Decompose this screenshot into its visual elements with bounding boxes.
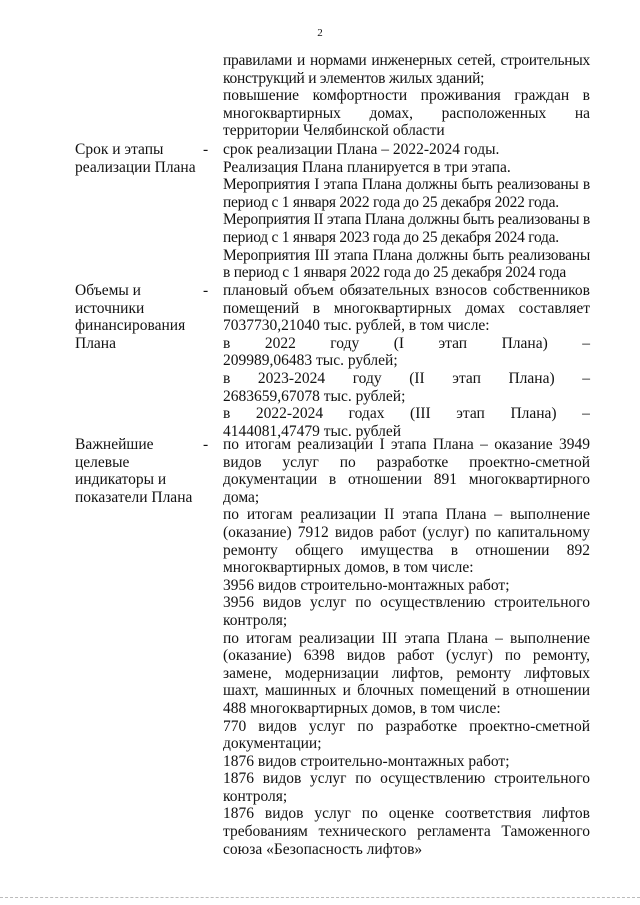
item-2-word: этап bbox=[452, 369, 481, 387]
item-1-word: этап bbox=[438, 334, 468, 352]
financing-item-1-amount: 209989,06483 тыс. рублей; bbox=[223, 352, 398, 370]
item-1-word: – bbox=[582, 334, 590, 352]
item-3-word: 2022-2024 bbox=[255, 405, 324, 423]
indicators-paragraph-1: по итогам реализации I этапа Плана – оказание 3949 видов услуг по разработке проектно-сметной документации в отношении 891 многоквартирного дома; bbox=[223, 436, 590, 506]
indicators-dash: - bbox=[203, 436, 209, 453]
item-3-word: Плана) bbox=[510, 405, 557, 423]
indicators-paragraph-6: 770 видов услуг по разработке проектно-сметной документации; bbox=[223, 717, 590, 753]
terms-paragraph-3: Мероприятия I этапа Плана должны быть реализованы в период с 1 января 2022 года до 25 декабря 2022 года. bbox=[223, 176, 590, 211]
indicators-paragraph-8: 1876 видов услуг по осуществлению строительного контроля; bbox=[223, 770, 590, 805]
item-2-word: 2023-2024 bbox=[257, 369, 326, 387]
indicators-paragraph-7: 1876 видов строительно-монтажных работ; bbox=[223, 752, 510, 770]
item-1-word: (I bbox=[393, 334, 405, 352]
item-1-word: году bbox=[330, 334, 360, 352]
terms-dash: - bbox=[203, 141, 209, 158]
terms-paragraph-4: Мероприятия II этапа Плана должны быть реализованы в период с 1 января 2023 года до 25 декабря 2024 года. bbox=[223, 211, 590, 246]
financing-dash: - bbox=[203, 282, 209, 299]
item-2-word: году bbox=[352, 369, 382, 387]
terms-content bbox=[223, 141, 590, 282]
financing-item-2-amount: 2683659,67078 тыс. рублей; bbox=[223, 387, 406, 405]
item-3-word: в bbox=[223, 405, 231, 423]
financing-paragraph-1: плановый объем обязательных взносов собственников помещений в многоквартирных домах составляет 7037730,21040 тыс. рублей, в том числе: bbox=[223, 282, 590, 335]
item-1-word: Плана) bbox=[501, 334, 548, 352]
intro-paragraph-1: правилами и нормами инженерных сетей, строительных конструкций и элементов жилых зданий; bbox=[223, 52, 590, 87]
financing-content bbox=[223, 282, 590, 440]
terms-label: Срок и этапы реализации Плана bbox=[75, 141, 196, 176]
financing-item-3-amount: 4144081,47479 тыс. рублей bbox=[223, 422, 402, 440]
indicators-content bbox=[223, 436, 590, 858]
financing-item-2-line bbox=[223, 370, 590, 388]
item-1-word: 2022 bbox=[264, 334, 296, 352]
indicators-paragraph-4: 3956 видов услуг по осуществлению строительного контроля; bbox=[223, 594, 590, 629]
item-3-word: – bbox=[582, 405, 590, 423]
indicators-paragraph-3: 3956 видов строительно-монтажных работ; bbox=[223, 576, 510, 594]
intro-paragraph-2: повышение комфортности проживания граждан в многоквартирных домах, расположенных на территории Челябинской области bbox=[223, 87, 590, 140]
indicators-label: Важнейшие целевые индикаторы и показатели Плана bbox=[75, 436, 193, 506]
page-number: 2 bbox=[317, 27, 323, 39]
terms-paragraph-2: Реализация Плана планируется в три этапа. bbox=[223, 158, 511, 176]
financing-item-3-line bbox=[223, 405, 590, 423]
financing-item-1-line bbox=[223, 335, 590, 353]
item-1-word: в bbox=[223, 334, 231, 352]
item-3-word: (III bbox=[410, 405, 431, 423]
item-2-word: Плана) bbox=[508, 369, 555, 387]
item-3-word: этап bbox=[456, 405, 485, 423]
item-2-word: (II bbox=[409, 369, 425, 387]
terms-paragraph-5: Мероприятия III этапа Плана должны быть реализованы в период с 1 января 2022 года до 25 декабря 2024 года bbox=[223, 246, 590, 282]
item-2-word: – bbox=[582, 369, 590, 387]
indicators-paragraph-9: 1876 видов услуг по оценке соответствия лифтов требованиям технического регламента Таможенного союза «Безопасность лифтов» bbox=[223, 805, 590, 858]
financing-label: Объемы и источники финансирования Плана bbox=[75, 282, 186, 352]
item-3-word: годах bbox=[348, 405, 385, 423]
item-2-word: в bbox=[223, 369, 231, 387]
bottom-divider bbox=[0, 897, 640, 898]
indicators-paragraph-5: по итогам реализации III этапа Плана – выполнение (оказание) 6398 видов работ (услуг) по ремонту, замене, модернизации лифтов, ремонту лифтовых шахт, машинных и блочных помещений в отношении 488 многоквартирных домов, в том числе: bbox=[223, 629, 590, 717]
terms-paragraph-1: срок реализации Плана – 2022-2024 годы. bbox=[223, 141, 500, 158]
intro-content bbox=[223, 52, 590, 140]
indicators-paragraph-2: по итогам реализации II этапа Плана – выполнение (оказание) 7912 видов работ (услуг) по капитальному ремонту общего имущества в отношении 892 многоквартирных домов, в том числе: bbox=[223, 506, 590, 577]
